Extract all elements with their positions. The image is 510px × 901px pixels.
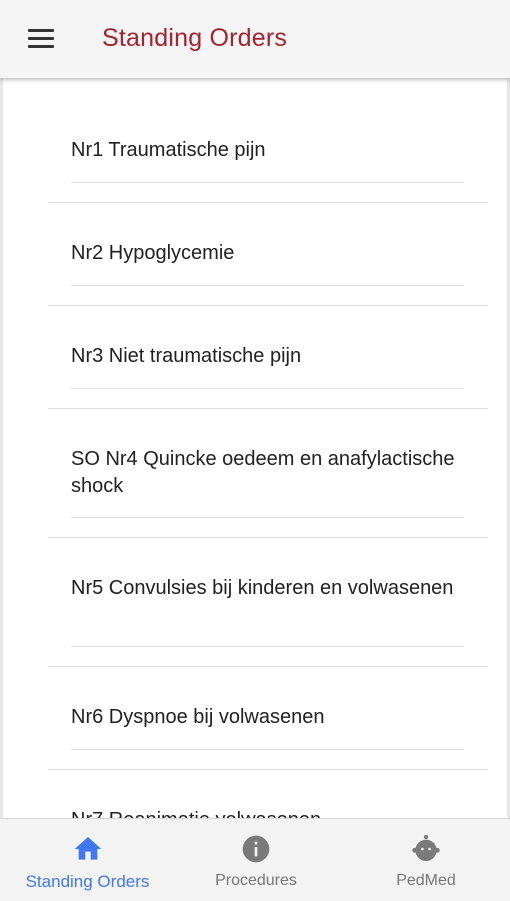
list-item-nr1[interactable]	[48, 80, 488, 203]
list-item-label: Nr3 Niet traumatische pijn	[71, 345, 302, 367]
bottom-navigation	[0, 818, 510, 901]
list-item-label: Nr5 Convulsies bij kinderen en volwasenen	[71, 577, 454, 599]
baby-icon	[410, 833, 442, 865]
tab-label: PedMed	[396, 872, 456, 889]
divider	[71, 749, 464, 750]
tab-standing-orders[interactable]	[0, 819, 175, 901]
menu-icon[interactable]	[26, 24, 58, 54]
list-item-label: Nr1 Traumatische pijn	[71, 139, 266, 161]
list-item-nr6[interactable]	[48, 666, 488, 770]
divider	[71, 517, 464, 518]
divider	[71, 182, 464, 183]
tab-procedures[interactable]	[170, 819, 342, 901]
list-item-label: Nr6 Dyspnoe bij volwasenen	[71, 706, 325, 728]
list-item-nr3[interactable]	[48, 305, 488, 409]
page-title: Standing Orders	[102, 24, 288, 52]
list-item-nr5[interactable]	[48, 537, 488, 667]
tab-pedmed[interactable]	[342, 819, 510, 901]
list-item-nr4[interactable]	[48, 408, 488, 538]
divider	[71, 388, 464, 389]
home-icon	[72, 833, 104, 865]
tab-label: Standing Orders	[25, 872, 150, 891]
list-item-nr2[interactable]	[48, 202, 488, 306]
standing-orders-list	[0, 80, 510, 818]
list-item-label: Nr2 Hypoglycemie	[71, 242, 235, 264]
divider	[71, 285, 464, 286]
app-bar	[0, 0, 510, 78]
divider	[71, 646, 464, 647]
info-icon	[240, 833, 272, 865]
tab-label: Procedures	[215, 872, 297, 889]
list-item-label: SO Nr4 Quincke oedeem en anafylactische shock	[71, 448, 455, 497]
